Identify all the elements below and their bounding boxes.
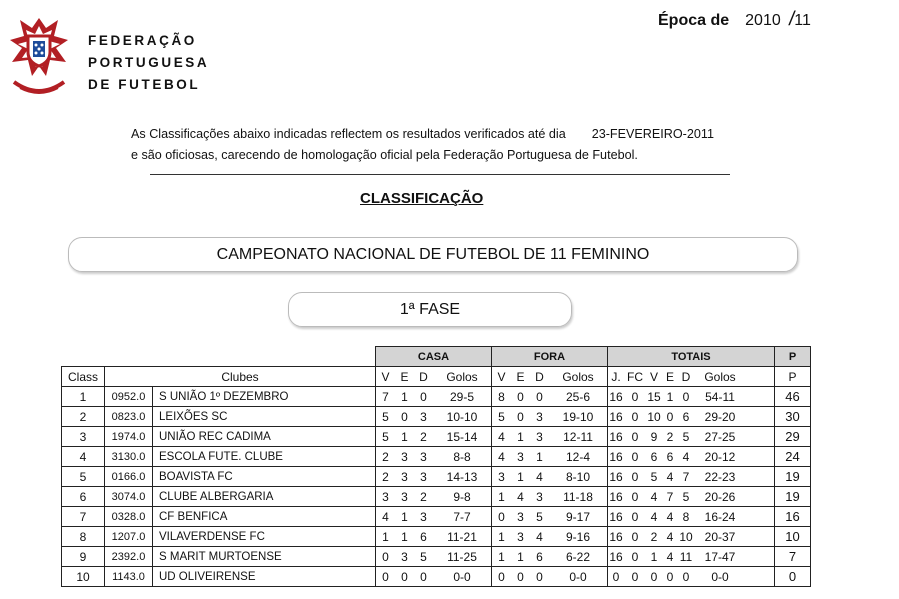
header-d: D [419,369,428,384]
competition-name: CAMPEONATO NACIONAL DE FUTEBOL DE 11 FEMININO [68,237,798,272]
tot-v: 9 [650,429,658,444]
group-totais: TOTAIS [608,347,775,367]
fora-v: 4 [498,429,505,444]
tot-j: 16 [609,449,623,464]
cell-club-name: UNIÃO REC CADIMA [153,427,376,447]
casa-e: 3 [401,489,408,504]
table-row [62,387,811,407]
header-casa [376,367,492,387]
casa-e: 1 [401,529,408,544]
cell-fora [492,447,608,467]
casa-v: 0 [382,569,389,584]
casa-v: 5 [382,409,389,424]
cell-position: 7 [62,507,105,527]
header-golos: Golos [562,369,594,384]
cell-club-name: CF BENFICA [153,507,376,527]
table-row [62,547,811,567]
cell-points: 0 [775,567,811,587]
fora-v: 0 [498,569,505,584]
tot-d: 11 [679,549,693,564]
federation-line-1: FEDERAÇÃO [88,33,197,48]
cell-points: 19 [775,467,811,487]
fora-d: 0 [536,569,543,584]
fpf-crest-logo [6,14,72,100]
disclaimer [131,124,714,166]
federation-name [88,30,209,96]
cell-fora [492,387,608,407]
casa-golos: 10-10 [446,409,478,424]
casa-d: 2 [420,429,427,444]
season-slash: / [787,8,796,30]
disclaimer-line-2: e são oficiosas, carecendo de homologação oficial pela Federação Portuguesa de Futebol. [131,148,638,162]
cell-totais [608,547,775,567]
casa-d: 5 [420,549,427,564]
casa-v: 5 [382,429,389,444]
casa-e: 3 [401,449,408,464]
tot-e: 4 [666,529,674,544]
cell-points: 30 [775,407,811,427]
fora-d: 0 [536,389,543,404]
table-row [62,427,811,447]
fora-golos: 6-22 [565,549,591,564]
fora-v: 3 [498,469,505,484]
cell-club-name: ESCOLA FUTE. CLUBE [153,447,376,467]
cell-fora [492,467,608,487]
fora-golos: 9-17 [565,509,591,524]
tot-j: 16 [609,429,623,444]
cell-club-code: 0952.0 [105,387,153,407]
cell-club-code: 3130.0 [105,447,153,467]
tot-j: 16 [609,509,623,524]
results-date: 23-FEVEREIRO-2011 [591,127,714,141]
cell-totais [608,487,775,507]
cell-totais [608,427,775,447]
group-fora: FORA [492,347,608,367]
cell-points: 7 [775,547,811,567]
cell-position: 2 [62,407,105,427]
casa-v: 7 [382,389,389,404]
casa-d: 0 [420,389,427,404]
cell-totais [608,407,775,427]
tot-v: 4 [650,509,658,524]
tot-v: 5 [650,469,658,484]
cell-casa [376,447,492,467]
casa-v: 2 [382,449,389,464]
fora-golos: 9-16 [565,529,591,544]
tot-e: 4 [666,469,674,484]
tot-fc: 0 [631,409,639,424]
cell-club-name: S UNIÃO 1º DEZEMBRO [153,387,376,407]
tot-d: 7 [682,469,690,484]
federation-line-2: PORTUGUESA [88,55,210,70]
cell-position: 9 [62,547,105,567]
casa-e: 1 [401,429,408,444]
cell-fora [492,487,608,507]
cell-casa [376,427,492,447]
cell-fora [492,427,608,447]
cell-casa [376,567,492,587]
cell-club-name: CLUBE ALBERGARIA [153,487,376,507]
tot-fc: 0 [631,569,639,584]
cell-totais [608,467,775,487]
cell-position: 6 [62,487,105,507]
fora-golos: 25-6 [565,389,591,404]
cell-position: 3 [62,427,105,447]
tot-v: 15 [647,389,661,404]
cell-totais [608,507,775,527]
cell-casa [376,547,492,567]
disclaimer-line-1: As Classificações abaixo indicadas reflectem os resultados verificados até dia [131,127,566,141]
season [658,8,811,31]
casa-e: 1 [401,389,408,404]
tot-golos: 0-0 [711,569,729,584]
casa-e: 0 [401,409,408,424]
cell-position: 1 [62,387,105,407]
tot-d: 0 [682,389,690,404]
tot-e: 7 [666,489,674,504]
fora-e: 1 [517,549,524,564]
fora-golos: 12-4 [565,449,591,464]
fora-d: 4 [536,529,543,544]
fora-e: 4 [517,489,524,504]
fora-v: 5 [498,409,505,424]
fora-e: 0 [517,409,524,424]
fora-e: 1 [517,469,524,484]
fora-d: 3 [536,429,543,444]
tot-golos: 20-12 [704,449,736,464]
tot-j: 16 [609,549,623,564]
tot-e: 6 [666,449,674,464]
tot-j: 16 [609,489,623,504]
tot-golos: 29-20 [704,409,736,424]
table-row [62,507,811,527]
cell-casa [376,507,492,527]
header-class: Class [62,367,105,387]
casa-golos: 0-0 [453,569,471,584]
header-d: D [681,369,691,384]
tot-golos: 20-26 [704,489,736,504]
tot-d: 10 [679,529,693,544]
table-row [62,527,811,547]
header-j: J. [611,369,621,384]
fora-golos: 8-10 [565,469,591,484]
table-row [62,407,811,427]
federation-line-3: DE FUTEBOL [88,77,201,92]
cell-totais [608,447,775,467]
tot-v: 4 [650,489,658,504]
fora-d: 6 [536,549,543,564]
casa-d: 3 [420,409,427,424]
tot-d: 8 [682,509,690,524]
header-fc: FC [627,369,643,384]
casa-golos: 8-8 [453,449,471,464]
cell-fora [492,507,608,527]
tot-e: 1 [666,389,674,404]
cell-casa [376,407,492,427]
tot-d: 6 [682,409,690,424]
tot-v: 2 [650,529,658,544]
tot-e: 4 [666,509,674,524]
casa-v: 4 [382,509,389,524]
cell-position: 10 [62,567,105,587]
header-fora [492,367,608,387]
fora-v: 1 [498,549,505,564]
fora-golos: 12-11 [563,429,593,444]
fora-d: 3 [536,409,543,424]
tot-j: 16 [609,409,623,424]
group-casa: CASA [376,347,492,367]
header-v: V [649,369,658,384]
cell-points: 16 [775,507,811,527]
fora-e: 1 [517,429,524,444]
tot-d: 5 [682,489,690,504]
tot-golos: 54-11 [705,389,735,404]
casa-e: 3 [401,469,408,484]
casa-v: 1 [382,529,389,544]
header-e: E [665,369,674,384]
header-golos: Golos [704,369,736,384]
casa-d: 3 [420,469,427,484]
casa-d: 3 [420,449,427,464]
casa-golos: 11-21 [447,529,477,544]
divider [150,174,730,175]
cell-club-code: 0823.0 [105,407,153,427]
cell-club-code: 0166.0 [105,467,153,487]
tot-d: 4 [682,449,690,464]
casa-e: 1 [401,509,408,524]
cell-casa [376,527,492,547]
cell-totais [608,387,775,407]
fora-d: 5 [536,509,543,524]
phase-name: 1ª FASE [288,292,572,327]
tot-fc: 0 [631,469,639,484]
tot-golos: 20-37 [704,529,736,544]
table-row [62,487,811,507]
fora-e: 3 [517,529,524,544]
casa-v: 3 [382,489,389,504]
header-totais [608,367,775,387]
cell-points: 19 [775,487,811,507]
fora-golos: 19-10 [562,409,594,424]
casa-golos: 7-7 [453,509,471,524]
casa-e: 0 [401,569,408,584]
fora-v: 8 [498,389,505,404]
casa-golos: 9-8 [453,489,471,504]
season-year: 2010 [745,12,781,29]
tot-fc: 0 [631,509,639,524]
cell-club-code: 1974.0 [105,427,153,447]
table-row [62,447,811,467]
cell-points: 29 [775,427,811,447]
cell-totais [608,567,775,587]
casa-v: 0 [382,549,389,564]
table-row [62,567,811,587]
casa-d: 6 [420,529,427,544]
header-v: V [497,369,506,384]
cell-club-name: S MARIT MURTOENSE [153,547,376,567]
tot-fc: 0 [631,489,639,504]
fora-v: 0 [498,509,505,524]
cell-club-name: VILAVERDENSE FC [153,527,376,547]
table-row [62,467,811,487]
tot-j: 16 [609,469,623,484]
group-p: P [775,347,811,367]
tot-d: 5 [682,429,690,444]
header-p: P [775,367,811,387]
tot-fc: 0 [631,389,639,404]
fora-golos: 0-0 [569,569,587,584]
cell-position: 4 [62,447,105,467]
tot-v: 1 [650,549,658,564]
cell-casa [376,387,492,407]
header-v: V [381,369,390,384]
tot-d: 0 [682,569,690,584]
cell-position: 8 [62,527,105,547]
header-golos: Golos [446,369,478,384]
fora-e: 0 [517,569,524,584]
page-title: CLASSIFICAÇÃO [360,190,484,207]
tot-e: 4 [666,549,674,564]
tot-j: 0 [612,569,620,584]
casa-golos: 29-5 [449,389,475,404]
fora-d: 1 [536,449,543,464]
fora-golos: 11-18 [563,489,593,504]
tot-j: 16 [609,389,623,404]
tot-golos: 27-25 [704,429,736,444]
tot-golos: 17-47 [704,549,736,564]
cell-club-name: LEIXÕES SC [153,407,376,427]
tot-fc: 0 [631,529,639,544]
season-suffix: 11 [794,12,811,29]
cell-fora [492,567,608,587]
cell-club-code: 0328.0 [105,507,153,527]
tot-e: 0 [666,569,674,584]
cell-fora [492,527,608,547]
standings-table [61,346,811,587]
fora-v: 4 [498,449,505,464]
tot-j: 16 [609,529,623,544]
casa-golos: 14-13 [446,469,478,484]
cell-club-name: BOAVISTA FC [153,467,376,487]
cell-club-code: 1207.0 [105,527,153,547]
tot-v: 0 [650,569,658,584]
fora-e: 3 [517,509,524,524]
fora-v: 1 [498,489,505,504]
cell-casa [376,467,492,487]
tot-fc: 0 [631,429,639,444]
tot-e: 0 [666,409,674,424]
header-d: D [535,369,544,384]
tot-golos: 22-23 [704,469,736,484]
cell-position: 5 [62,467,105,487]
fora-v: 1 [498,529,505,544]
cell-fora [492,407,608,427]
fora-d: 4 [536,469,543,484]
casa-d: 0 [420,569,427,584]
casa-d: 3 [420,509,427,524]
header-e: E [516,369,525,384]
tot-golos: 16-24 [704,509,736,524]
cell-points: 24 [775,447,811,467]
header-clubes: Clubes [105,367,376,387]
casa-golos: 15-14 [446,429,478,444]
cell-casa [376,487,492,507]
fora-e: 0 [517,389,524,404]
cell-club-code: 2392.0 [105,547,153,567]
cell-club-name: UD OLIVEIRENSE [153,567,376,587]
cell-club-code: 3074.0 [105,487,153,507]
casa-d: 2 [420,489,427,504]
casa-e: 3 [401,549,408,564]
fora-e: 3 [517,449,524,464]
tot-e: 2 [666,429,674,444]
fora-d: 3 [536,489,543,504]
casa-golos: 11-25 [447,549,477,564]
tot-v: 6 [650,449,658,464]
tot-fc: 0 [631,549,639,564]
cell-points: 46 [775,387,811,407]
tot-fc: 0 [631,449,639,464]
season-label: Época de [658,12,730,29]
tot-v: 10 [647,409,661,424]
cell-club-code: 1143.0 [105,567,153,587]
cell-points: 10 [775,527,811,547]
casa-v: 2 [382,469,389,484]
cell-totais [608,527,775,547]
cell-fora [492,547,608,567]
header-e: E [400,369,409,384]
